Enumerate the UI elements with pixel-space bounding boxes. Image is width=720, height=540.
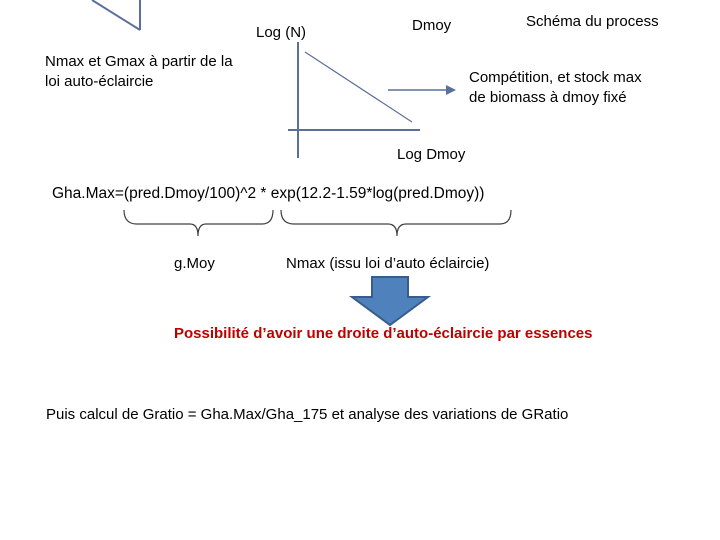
self-thinning-line <box>305 52 412 122</box>
slide-title: Schéma du process <box>526 13 659 30</box>
dmoy-label: Dmoy <box>412 17 452 34</box>
brace-gmoy <box>124 210 273 236</box>
left-note-line1: Nmax et Gmax à partir de la <box>45 53 233 70</box>
y-axis-label: Log (N) <box>256 24 307 41</box>
brace-nmax <box>281 210 511 236</box>
formula: Gha.Max=(pred.Dmoy/100)^2 * exp(12.2-1.59*log(pred.Dmoy)) <box>52 185 485 202</box>
top-left-connector-arrow <box>92 0 140 30</box>
brace-left-label: g.Moy <box>174 255 215 272</box>
right-note-line1: Compétition, et stock max <box>469 69 642 86</box>
right-arrow-icon <box>388 85 456 95</box>
x-axis-label: Log Dmoy <box>397 146 466 163</box>
final-line: Puis calcul de Gratio = Gha.Max/Gha_175 et analyse des variations de GRatio <box>46 406 569 423</box>
right-note-line2: de biomass à dmoy fixé <box>469 89 627 106</box>
down-arrow-icon <box>352 277 428 325</box>
brace-right-label: Nmax (issu loi d’auto éclaircie) <box>286 255 490 272</box>
left-note-line2: loi auto-éclaircie <box>45 73 154 90</box>
conclusion-text: Possibilité d’avoir une droite d’auto-éclaircie par essences <box>174 325 593 342</box>
